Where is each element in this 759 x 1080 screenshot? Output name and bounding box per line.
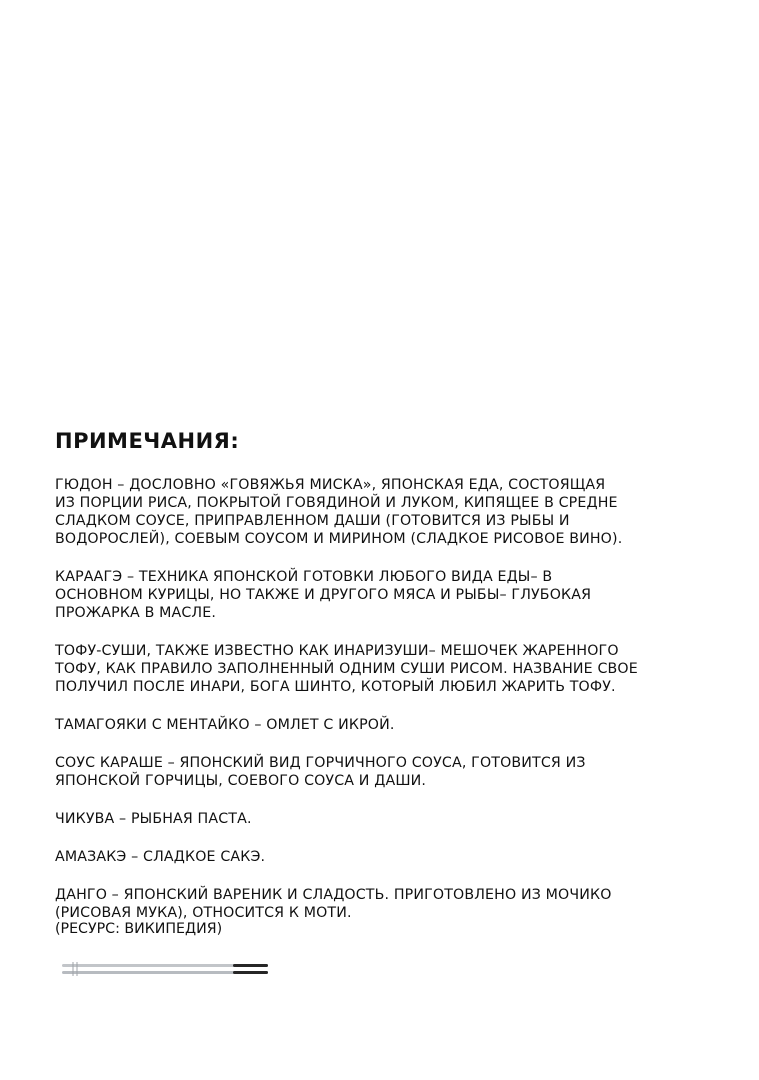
notes-title: ПРИМЕЧАНИЯ: <box>55 429 240 453</box>
chopstick-upper-tip <box>233 964 268 967</box>
note-amazake: АМАЗАКЭ – СЛАДКОЕ САКЭ. <box>55 849 266 865</box>
note-chikuwa: ЧИКУВА – РЫБНАЯ ПАСТА. <box>55 811 252 827</box>
source-note: (РЕСУРС: ВИКИПЕДИЯ) <box>55 921 223 937</box>
chopsticks-icon <box>62 959 268 979</box>
note-tofu-sushi: ТОФУ-СУШИ, ТАКЖЕ ИЗВЕСТНО КАК ИНАРИЗУШИ– МЕШОЧЕК ЖАРЕННОГО ТОФУ, КАК ПРАВИЛО ЗАПОЛНЕННЫЙ ОДНИМ СУШИ РИСОМ. НАЗВАНИЕ СВОЕ ПОЛУЧИЛ ПОСЛЕ ИНАРИ, БОГА ШИНТО, КОТОРЫЙ ЛЮБИЛ ЖАРИТЬ ТОФУ. <box>55 643 638 695</box>
note-gyudon: ГЮДОН – ДОСЛОВНО «ГОВЯЖЬЯ МИСКА», ЯПОНСКАЯ ЕДА, СОСТОЯЩАЯ ИЗ ПОРЦИИ РИСА, ПОКРЫТОЙ ГОВЯДИНОЙ И ЛУКОМ, КИПЯЩЕЕ В СРЕДНЕ СЛАДКОМ СОУСЕ, ПРИПРАВЛЕННОМ ДАШИ (ГОТОВИТСЯ ИЗ РЫБЫ И ВОДОРОСЛЕЙ), СОЕВЫМ СОУСОМ И МИРИНОМ (СЛАДКОЕ РИСОВОЕ ВИНО). <box>55 477 623 547</box>
note-karaage: КАРААГЭ – ТЕХНИКА ЯПОНСКОЙ ГОТОВКИ ЛЮБОГО ВИДА ЕДЫ– В ОСНОВНОМ КУРИЦЫ, НО ТАКЖЕ И ДРУГОГО МЯСА И РЫБЫ– ГЛУБОКАЯ ПРОЖАРКА В МАСЛЕ. <box>55 569 592 621</box>
note-dango: ДАНГО – ЯПОНСКИЙ ВАРЕНИК И СЛАДОСТЬ. ПРИГОТОВЛЕНО ИЗ МОЧИКО (РИСОВАЯ МУКА), ОТНОСИТСЯ К МОТИ. <box>55 887 612 921</box>
note-tamagoyaki: ТАМАГОЯКИ С МЕНТАЙКО – ОМЛЕТ С ИКРОЙ. <box>55 717 395 733</box>
note-karashi: СОУС КАРАШЕ – ЯПОНСКИЙ ВИД ГОРЧИЧНОГО СОУСА, ГОТОВИТСЯ ИЗ ЯПОНСКОЙ ГОРЧИЦЫ, СОЕВОГО СОУСА И ДАШИ. <box>55 755 586 789</box>
notes-section <box>55 428 705 938</box>
chopstick-lower-tip <box>233 971 268 974</box>
